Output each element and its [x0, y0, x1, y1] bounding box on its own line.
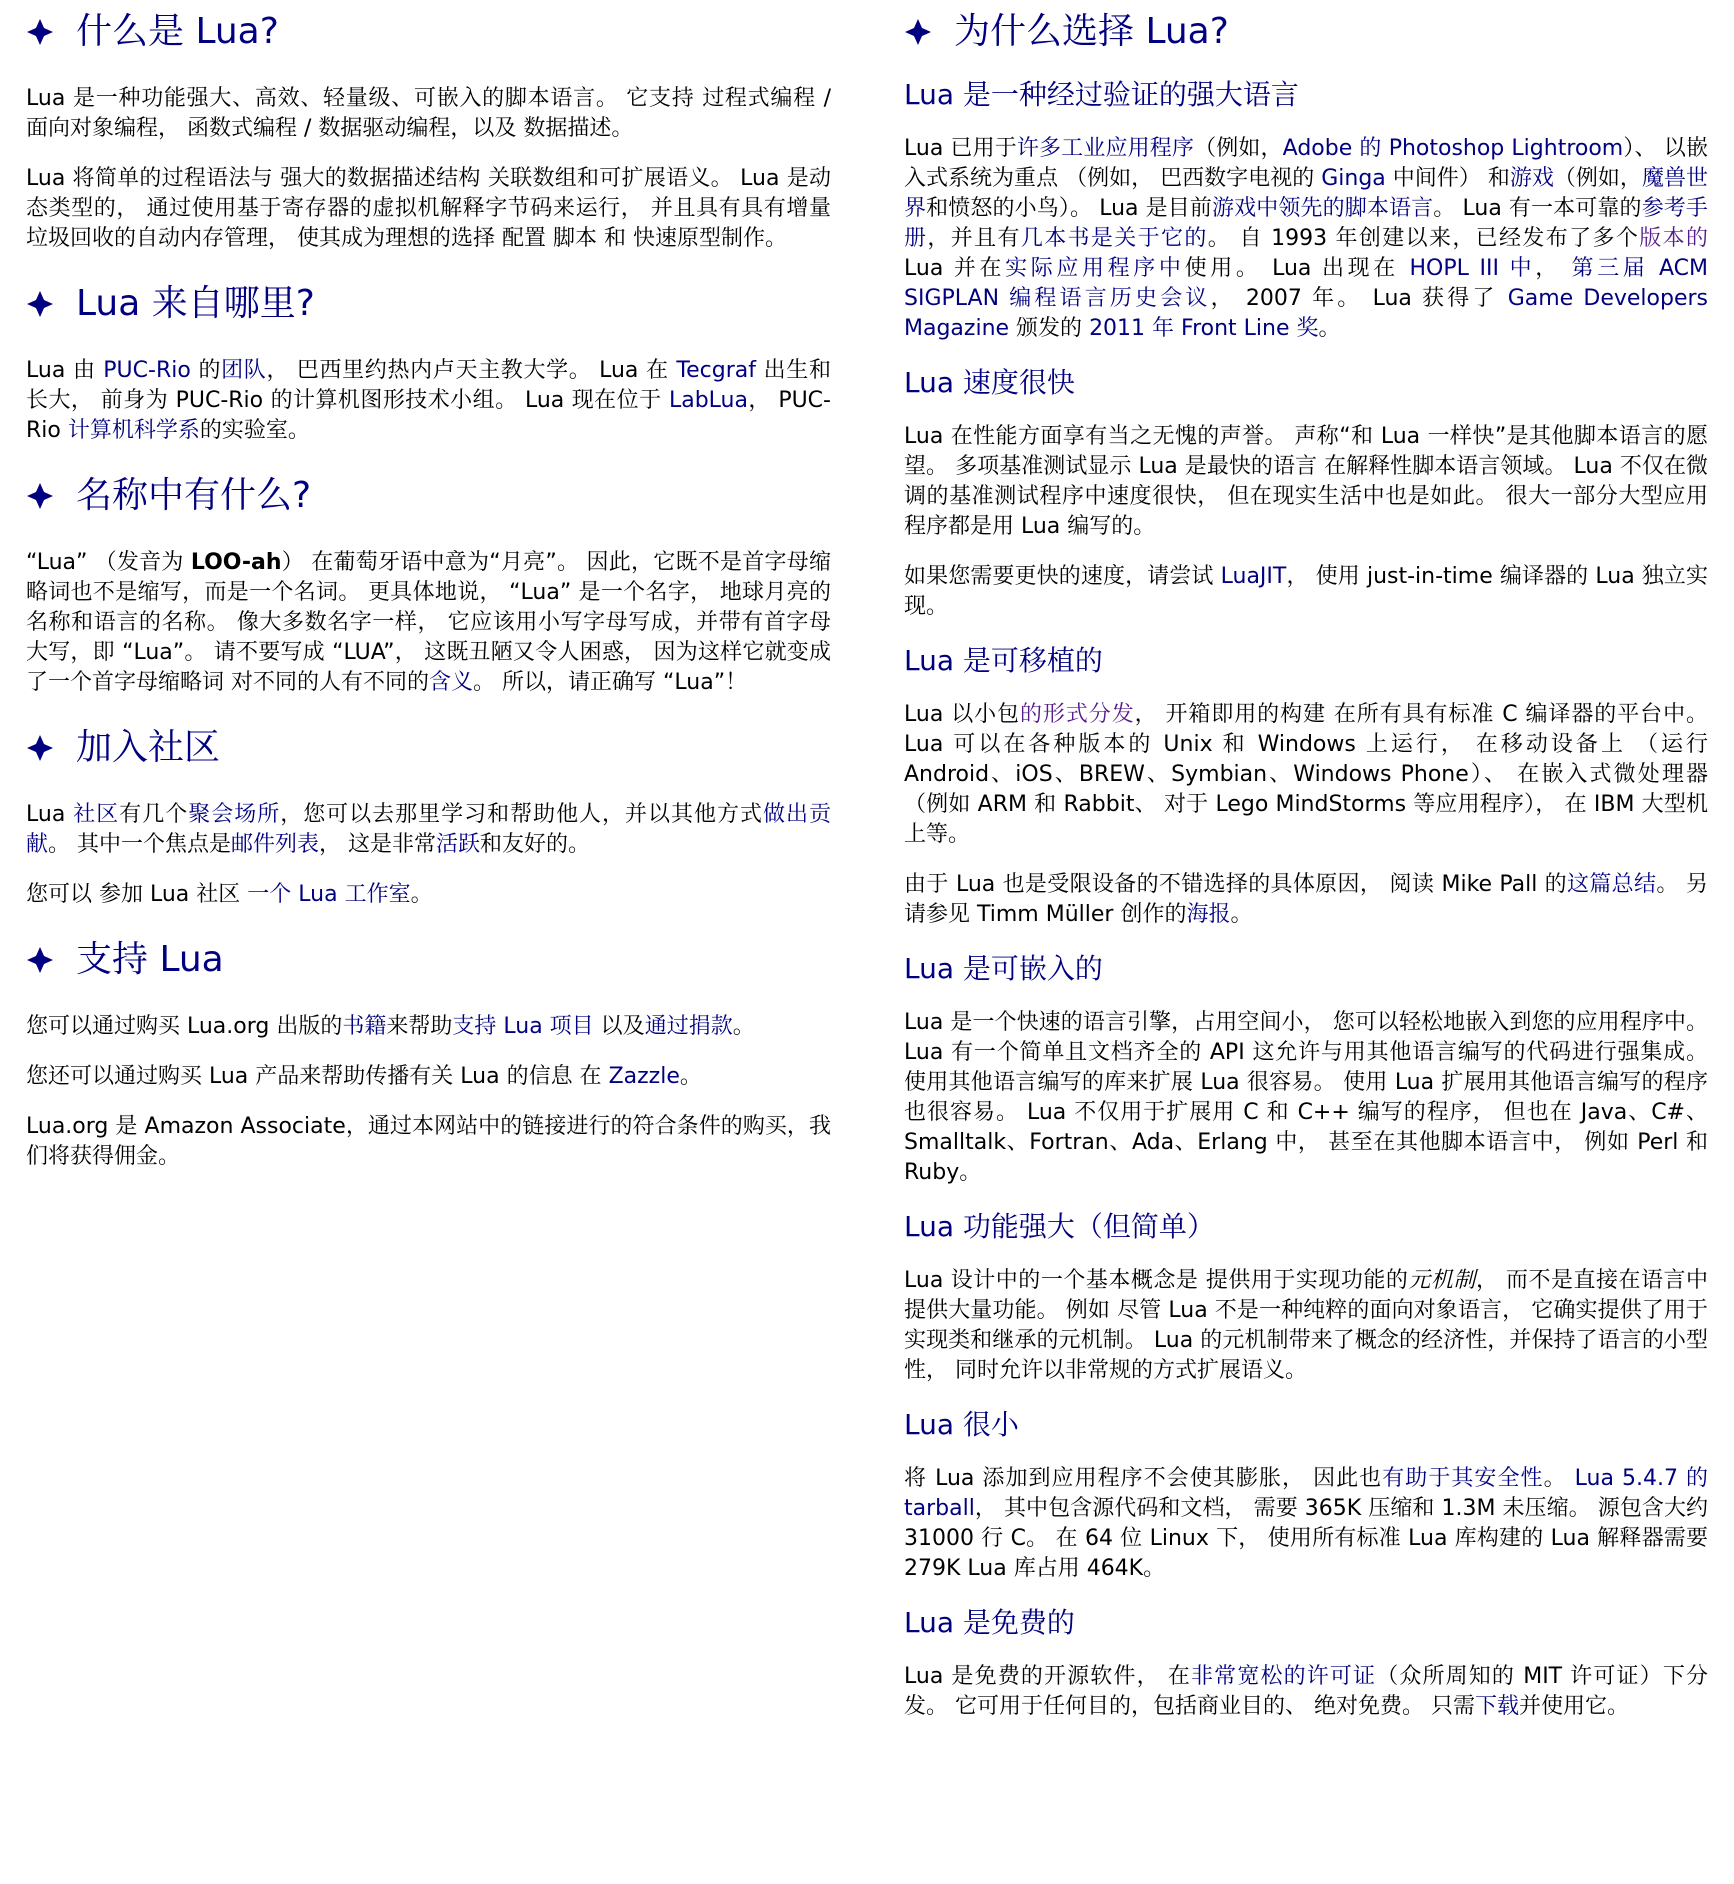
text-run: ， 而不是直接在语言中提供大量功能。 例如 尽管 Lua 不是一种纯粹的面向对象语言， 它确实提供了用于实现类和继承的元机制。 Lua 的元机制带来了概念的经济性，并保持了语言的小型性， 同时允许以非常规的方式扩展语义。 [904, 1268, 1708, 1383]
inline-link[interactable]: 魔兽世界 [904, 166, 1708, 221]
paragraph [26, 1112, 831, 1172]
inline-link[interactable]: 的形式分发 [1020, 702, 1135, 727]
paragraph [26, 880, 831, 910]
subsection-title: Lua 是免费的 [904, 1606, 1075, 1639]
inline-link[interactable]: Tecgraf [676, 358, 756, 383]
text-run: 和愤怒的小鸟）。 Lua 是目前 [926, 196, 1213, 221]
subsection-title: Lua 速度很快 [904, 366, 1075, 399]
text-run: 。 Lua 有一本可靠的 [1433, 196, 1642, 221]
text-run: ， 巴西里约热内卢天主教大学。 Lua 在 [266, 358, 677, 383]
text-run: 。 [1543, 1466, 1575, 1491]
text-run: Lua 已用于 [904, 136, 1017, 161]
text-run: Lua 设计中的一个基本概念是 提供用于实现功能的 [904, 1268, 1409, 1293]
inline-link[interactable]: 实际应用程序中 [1005, 256, 1185, 281]
text-run: 。 另请参见 Timm Müller 创作的 [904, 872, 1708, 927]
text-run: 和友好的。 [480, 832, 591, 857]
inline-link[interactable]: 有助于其安全性 [1382, 1466, 1544, 1491]
emphasis-text: LOO-ah [190, 550, 282, 575]
text-run: 。 [410, 882, 433, 907]
inline-link[interactable]: Zazzle [608, 1064, 680, 1089]
text-run: ， 其中包含源代码和文档， 需要 365K 压缩和 1.3M 未压缩。 源包含大约 31000 行 C。 在 64 位 Linux 下， 使用所有标准 Lua 库构建的 Lua 解释器需要 279K Lua 库占用 464K。 [904, 1496, 1708, 1581]
text-run: ， 这是非常 [319, 832, 437, 857]
right-column [904, 0, 1708, 1722]
paragraph [904, 1464, 1708, 1584]
text-run: 中间件） 和 [1385, 166, 1510, 191]
text-run: （例如， [1194, 136, 1283, 161]
diamond-bullet-icon [904, 18, 932, 46]
text-run: ，您可以去那里学习和帮助他人，并以其他方式 [280, 802, 763, 827]
inline-link[interactable]: 计算机科学系 [67, 418, 200, 443]
text-run: Lua 将简单的过程语法与 强大的数据描述结构 关联数组和可扩展语义。 Lua 是动态类型的， 通过使用基于寄存器的虚拟机解释字节码来运行， 并且具有具有增量垃圾回收的自动内存管理， 使其成为理想的选择 配置 脚本 和 快速原型制作。 [26, 166, 831, 251]
text-run: ， 开箱即用的构建 在所有具有标准 C 编译器的平台中。 Lua 可以在各种版本的 Unix 和 Windows 上运行， 在移动设备上 （运行 Android、iOS、BREW、Symbian、Windows Phone）、 在嵌入式微处理器（例如 ARM 和 Rabbit、 对于 Lego MindStorms 等应用程序）， 在 IBM 大型机上等。 [904, 702, 1708, 847]
text-run: Lua [26, 802, 74, 827]
inline-link[interactable]: 几本书是关于它的 [1020, 226, 1208, 251]
inline-link[interactable]: Lua 5.4.7 的 tarball [904, 1466, 1709, 1521]
text-run: 。 [1318, 316, 1341, 341]
text-run: 并使用它。 [1519, 1694, 1630, 1719]
inline-link[interactable]: 通过捐款 [644, 1014, 733, 1039]
text-run: 。 其中一个焦点是 [48, 832, 232, 857]
inline-link[interactable]: 海报 [1186, 902, 1231, 927]
paragraph [904, 134, 1708, 344]
inline-link[interactable]: 版本的 [1639, 226, 1708, 251]
section-title: 什么是 Lua? [76, 11, 279, 52]
inline-link[interactable]: 团队 [221, 358, 267, 383]
text-run: ， [1535, 256, 1572, 281]
paragraph [26, 1012, 831, 1042]
text-run: 如果您需要更快的速度，请尝试 [904, 564, 1221, 589]
inline-link[interactable]: 书籍 [342, 1014, 387, 1039]
text-run: 将 Lua 添加到应用程序不会使其膨胀， 因此也 [904, 1466, 1383, 1491]
subsection-title: Lua 很小 [904, 1408, 1019, 1441]
paragraph [904, 870, 1708, 930]
text-run: 您可以 参加 Lua 社区 [26, 882, 248, 907]
text-run: Lua 是一种功能强大、高效、轻量级、可嵌入的脚本语言。 它支持 过程式编程 / 面向对象编程， 函数式编程 / 数据驱动编程，以及 数据描述。 [26, 86, 831, 141]
text-run: 。 自 1993 年创建以来，已经发布了多个 [1207, 226, 1640, 251]
paragraph [904, 1662, 1708, 1722]
paragraph [26, 1062, 831, 1092]
diamond-bullet-icon [26, 482, 54, 510]
text-run: “Lua” （发音为 [26, 550, 191, 575]
section-title: 支持 Lua [76, 939, 224, 980]
subsection-title: Lua 是一种经过验证的强大语言 [904, 78, 1299, 111]
paragraph [904, 1266, 1708, 1386]
text-run: ）、 以嵌入式系统为重点 （例如， 巴西数字电视的 [904, 136, 1708, 191]
inline-link[interactable]: 邮件列表 [231, 832, 320, 857]
text-run: 您可以通过购买 Lua.org 出版的 [26, 1014, 343, 1039]
inline-link[interactable]: Game Developers Magazine [904, 286, 1708, 341]
text-run: Lua 以小包 [904, 702, 1020, 727]
text-run: 使用。 Lua 出现在 [1184, 256, 1410, 281]
text-run: ） 在葡萄牙语中意为“月亮”。 因此，它既不是首字母缩略词也不是缩写，而是一个名词。 更具体地说， “Lua” 是一个名字， 地球月亮的名称和语言的名称。 像大多数名字一样， 它应该用小写字母写成，并带有首字母大写，即 “Lua”。 请不要写成 “LUA”， 这既丑陋又令人困惑， 因为这样它就变成了一个首字母缩略词 对不同的人有不同的 [26, 550, 831, 695]
text-run: Lua 由 [26, 358, 104, 383]
text-run: 。 [1230, 902, 1253, 927]
inline-link[interactable]: PUC-Rio [103, 358, 191, 383]
inline-link[interactable]: 非常宽松的许可证 [1191, 1664, 1377, 1689]
inline-link[interactable]: 支持 Lua 项目 [452, 1014, 594, 1039]
paragraph [904, 422, 1708, 542]
text-run: 。 [679, 1064, 702, 1089]
text-run: ， 2007 年。 Lua 获得了 [1210, 286, 1508, 311]
text-run: ， PUC-Rio [26, 388, 831, 443]
text-run: 以及 [593, 1014, 645, 1039]
text-run: 。 [732, 1014, 755, 1039]
inline-link[interactable]: 第三届 ACM SIGPLAN 编程语言历史会议 [904, 256, 1708, 311]
inline-link[interactable]: 游戏 [1509, 166, 1554, 191]
inline-link[interactable]: LuaJIT [1220, 564, 1287, 589]
inline-link[interactable]: 下载 [1474, 1694, 1519, 1719]
text-run: Lua 在性能方面享有当之无愧的声誉。 声称“和 Lua 一样快”是其他脚本语言的愿望。 多项基准测试显示 Lua 是最快的语言 在解释性脚本语言领域。 Lua 不仅在微调的基准测试程序中速度很快， 但在现实生活中也是如此。 很大一部分大型应用程序都是用 Lua 编写的。 [904, 424, 1708, 539]
text-run: 颁发的 [1009, 316, 1090, 341]
text-run: ， 使用 just-in-time 编译器的 Lua 独立实现。 [904, 564, 1709, 619]
paragraph [26, 800, 831, 860]
text-run: Lua.org 是 Amazon Associate，通过本网站中的链接进行的符合条件的购买，我们将获得佣金。 [26, 1114, 831, 1169]
text-run: （例如， [1553, 166, 1642, 191]
section-title: 加入社区 [76, 727, 221, 768]
text-run: Lua 是免费的开源软件， 在 [904, 1664, 1192, 1689]
text-run: 来帮助 [386, 1014, 453, 1039]
inline-link[interactable]: 聚会场所 [188, 802, 281, 827]
inline-link[interactable]: HOPL III 中 [1409, 256, 1536, 281]
inline-link[interactable]: LabLua [668, 388, 748, 413]
text-run: 的 [190, 358, 222, 383]
diamond-bullet-icon [26, 946, 54, 974]
emphasis-text: 元机制 [1408, 1268, 1476, 1293]
inline-link[interactable]: 活跃 [436, 832, 481, 857]
text-run: 。 所以，请正确写 “Lua”！ [473, 670, 748, 695]
text-run: 的实验室。 [199, 418, 310, 443]
inline-link[interactable]: 许多工业应用程序 [1016, 136, 1195, 161]
text-run: 您还可以通过购买 Lua 产品来帮助传播有关 Lua 的信息 在 [26, 1064, 609, 1089]
paragraph [26, 84, 831, 144]
inline-link[interactable]: Ginga [1321, 166, 1386, 191]
text-run: 有几个 [119, 802, 189, 827]
inline-link[interactable]: Adobe 的 Photoshop Lightroom [1282, 136, 1624, 161]
section-heading [26, 940, 831, 980]
section-heading [26, 12, 831, 52]
section-title: 为什么选择 Lua? [954, 11, 1229, 52]
section-heading [26, 476, 831, 516]
section-title: Lua 来自哪里? [76, 283, 315, 324]
paragraph [904, 700, 1708, 850]
paragraph [904, 562, 1708, 622]
paragraph [904, 1008, 1708, 1188]
inline-link[interactable]: 参考手册 [904, 196, 1708, 251]
paragraph [26, 548, 831, 698]
inline-link[interactable]: 这篇总结 [1567, 872, 1657, 897]
diamond-bullet-icon [26, 18, 54, 46]
section-heading [26, 284, 831, 324]
paragraph [26, 356, 831, 446]
section-title: 名称中有什么? [76, 475, 312, 516]
text-run: Lua 是一个快速的语言引擎，占用空间小， 您可以轻松地嵌入到您的应用程序中。 Lua 有一个简单且文档齐全的 API 这允许与用其他语言编写的代码进行强集成。 使用其他语言编写的库来扩展 Lua 很容易。 使用 Lua 扩展用其他语言编写的程序也很容易。 Lua 不仅用于扩展用 C 和 C++ 编写的程序， 但也在 Java、C#、Smalltalk、Fortran、Ada、Erlang 中， 甚至在其他脚本语言中， 例如 Perl 和 Ruby。 [904, 1010, 1708, 1185]
left-column [26, 0, 831, 1172]
section-heading [26, 728, 831, 768]
subsection-title: Lua 是可移植的 [904, 644, 1103, 677]
text-run: 由于 Lua 也是受限设备的不错选择的具体原因， 阅读 Mike Pall 的 [904, 872, 1568, 897]
inline-link[interactable]: 含义 [429, 670, 474, 695]
text-run: Lua 并在 [904, 256, 1006, 281]
text-run: 出生和长大， 前身为 PUC-Rio 的计算机图形技术小组。 Lua 现在位于 [26, 358, 831, 413]
text-run: （众所周知的 MIT 许可证）下分发。 它可用于任何目的，包括商业目的、 绝对免费。 只需 [904, 1664, 1708, 1719]
inline-link[interactable]: 社区 [73, 802, 120, 827]
subsection-title: Lua 功能强大（但简单） [904, 1210, 1215, 1243]
inline-link[interactable]: 2011 年 Front Line 奖 [1089, 316, 1319, 341]
text-run: ，并且有 [927, 226, 1021, 251]
paragraph [26, 164, 831, 254]
subsection-title: Lua 是可嵌入的 [904, 952, 1103, 985]
inline-link[interactable]: 做出贡献 [26, 802, 831, 857]
section-heading [904, 12, 1708, 52]
inline-link[interactable]: 一个 Lua 工作室 [247, 882, 411, 907]
diamond-bullet-icon [26, 734, 54, 762]
inline-link[interactable]: 游戏中领先的脚本语言 [1212, 196, 1434, 221]
diamond-bullet-icon [26, 290, 54, 318]
